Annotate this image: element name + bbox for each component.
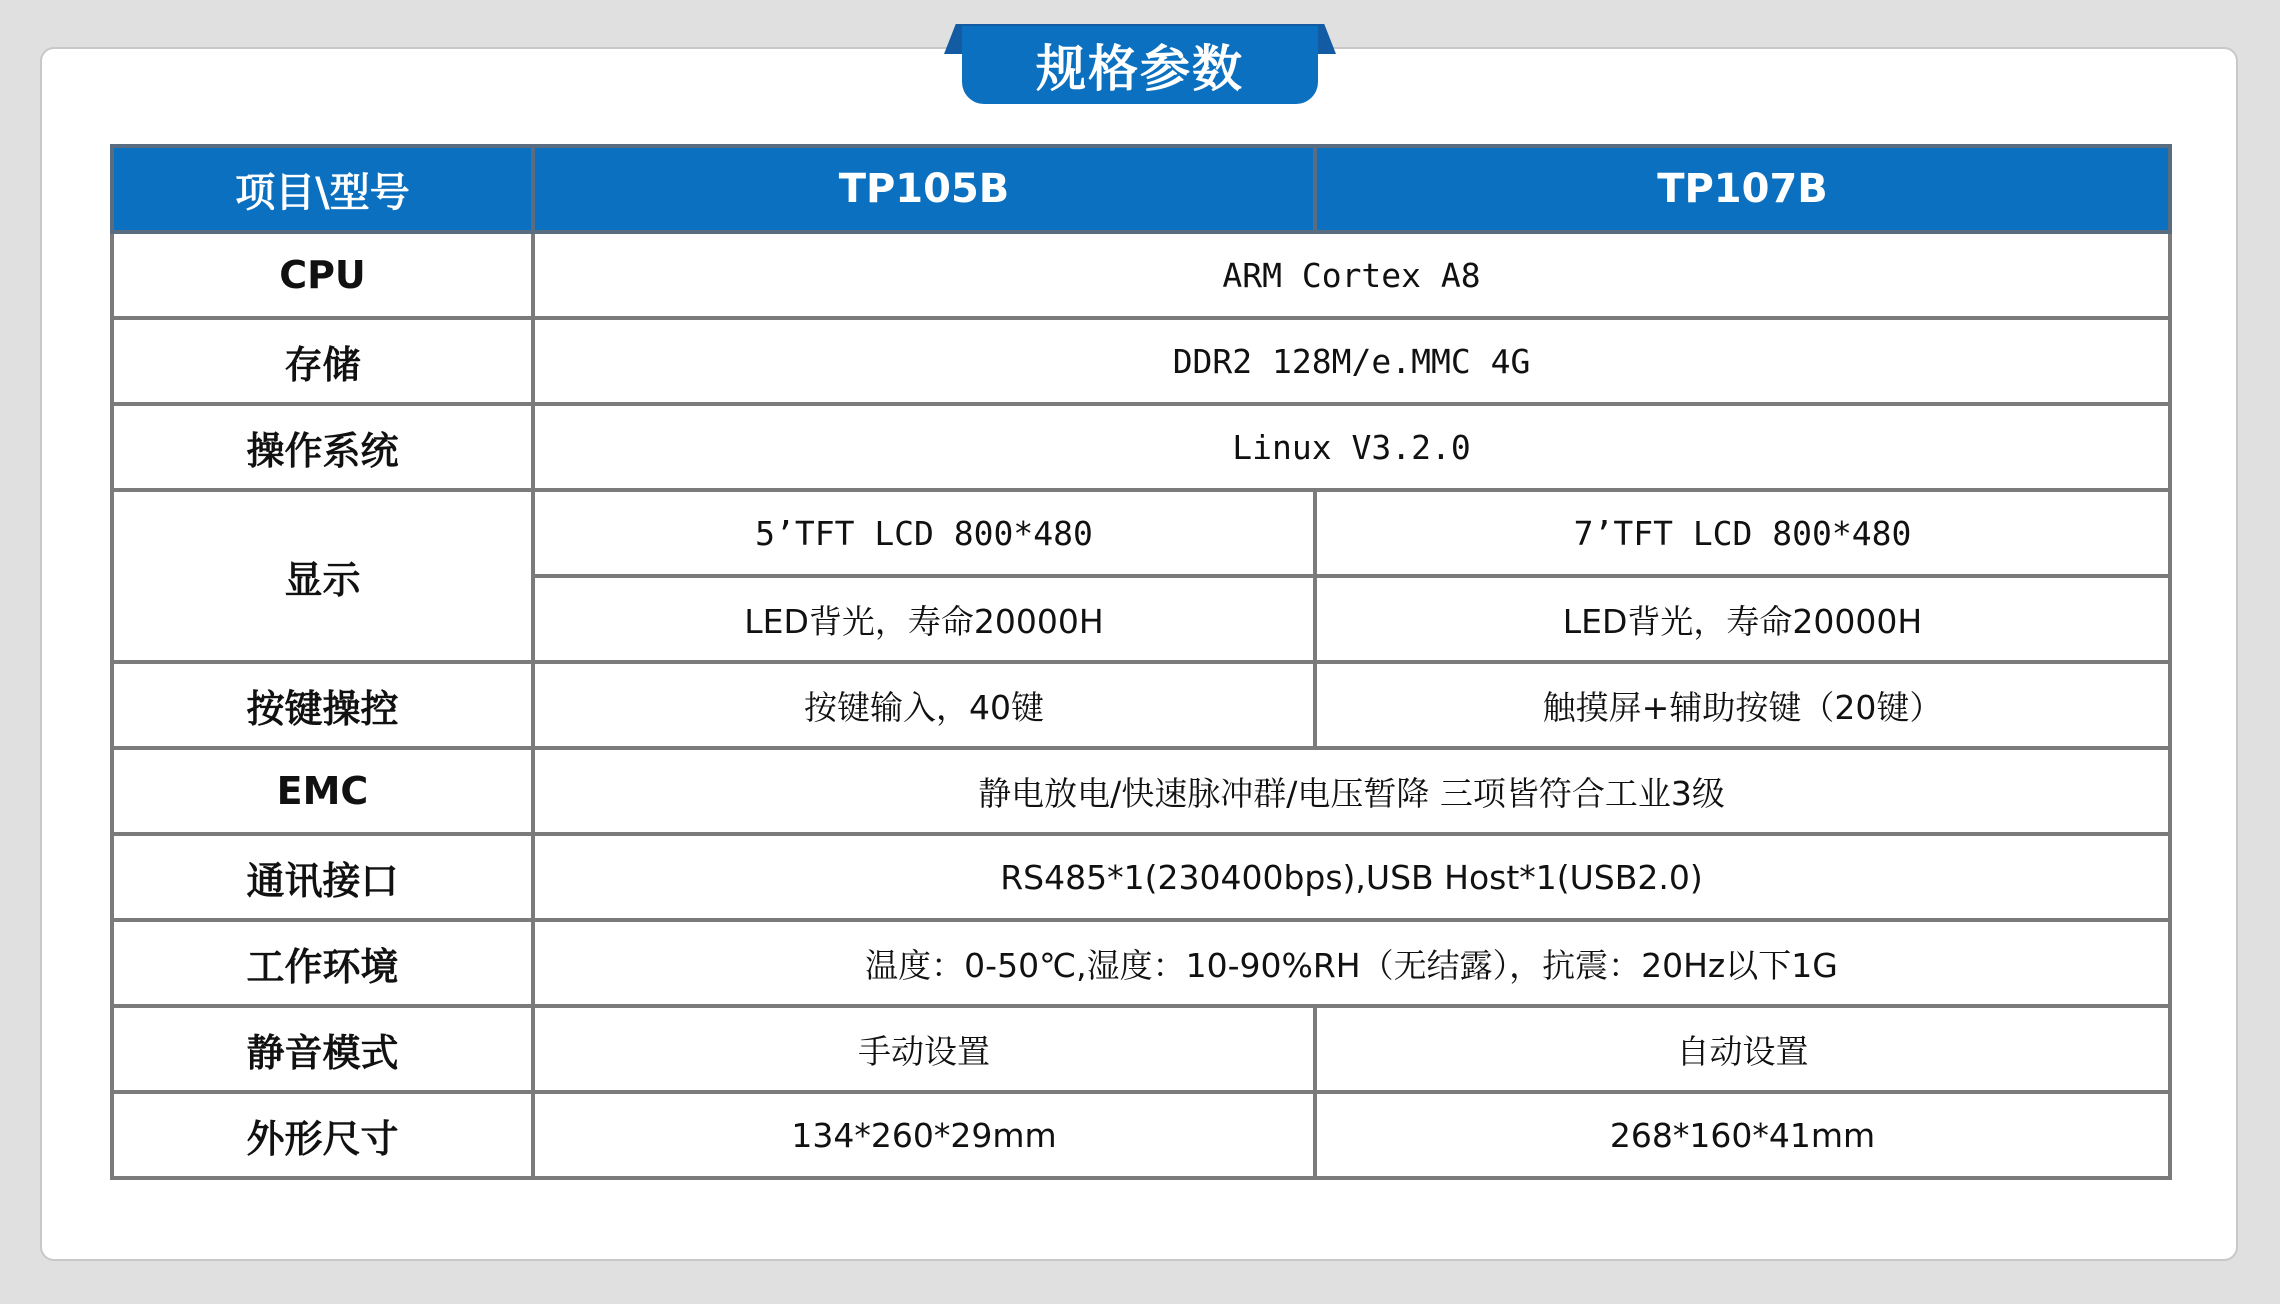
table-row-env [112, 920, 2170, 1006]
row-label-storage: 存储 [112, 318, 533, 404]
row-label-comm: 通讯接口 [112, 834, 533, 920]
table-row-display [112, 490, 2170, 576]
row-label-size: 外形尺寸 [112, 1092, 533, 1178]
row-label-cpu: CPU [112, 232, 533, 318]
table-row-emc [112, 748, 2170, 834]
cpu-value: ARM Cortex A8 [533, 232, 2170, 318]
table-header-row [112, 146, 2170, 232]
mute-value-a: 手动设置 [533, 1006, 1315, 1092]
storage-value: DDR2 128M/e.MMC 4G [533, 318, 2170, 404]
keys-value-a: 按键输入，40键 [533, 662, 1315, 748]
size-value-a: 134*260*29mm [533, 1092, 1315, 1178]
header-model-b: TP107B [1315, 146, 2170, 232]
row-label-keys: 按键操控 [112, 662, 533, 748]
table-row-keys [112, 662, 2170, 748]
display-screen-b: 7’TFT LCD 800*480 [1315, 490, 2170, 576]
table-row-size [112, 1092, 2170, 1178]
os-value: Linux V3.2.0 [533, 404, 2170, 490]
size-value-b: 268*160*41mm [1315, 1092, 2170, 1178]
display-backlight-b: LED背光，寿命20000H [1315, 576, 2170, 662]
header-model-a: TP105B [533, 146, 1315, 232]
emc-value: 静电放电/快速脉冲群/电压暂降 三项皆符合工业3级 [533, 748, 2170, 834]
section-title: 规格参数 [962, 26, 1318, 104]
row-label-display: 显示 [112, 490, 533, 662]
display-screen-a: 5’TFT LCD 800*480 [533, 490, 1315, 576]
row-label-mute: 静音模式 [112, 1006, 533, 1092]
spec-table [110, 144, 2172, 1180]
row-label-emc: EMC [112, 748, 533, 834]
comm-value: RS485*1(230400bps),USB Host*1(USB2.0) [533, 834, 2170, 920]
table-row-storage [112, 318, 2170, 404]
env-value: 温度：0-50℃,湿度：10-90%RH（无结露），抗震：20Hz以下1G [533, 920, 2170, 1006]
mute-value-b: 自动设置 [1315, 1006, 2170, 1092]
table-row-comm [112, 834, 2170, 920]
keys-value-b: 触摸屏+辅助按键（20键） [1315, 662, 2170, 748]
row-label-env: 工作环境 [112, 920, 533, 1006]
table-row-os [112, 404, 2170, 490]
table-row-cpu [112, 232, 2170, 318]
header-item-model: 项目\型号 [112, 146, 533, 232]
table-row-mute [112, 1006, 2170, 1092]
row-label-os: 操作系统 [112, 404, 533, 490]
display-backlight-a: LED背光，寿命20000H [533, 576, 1315, 662]
